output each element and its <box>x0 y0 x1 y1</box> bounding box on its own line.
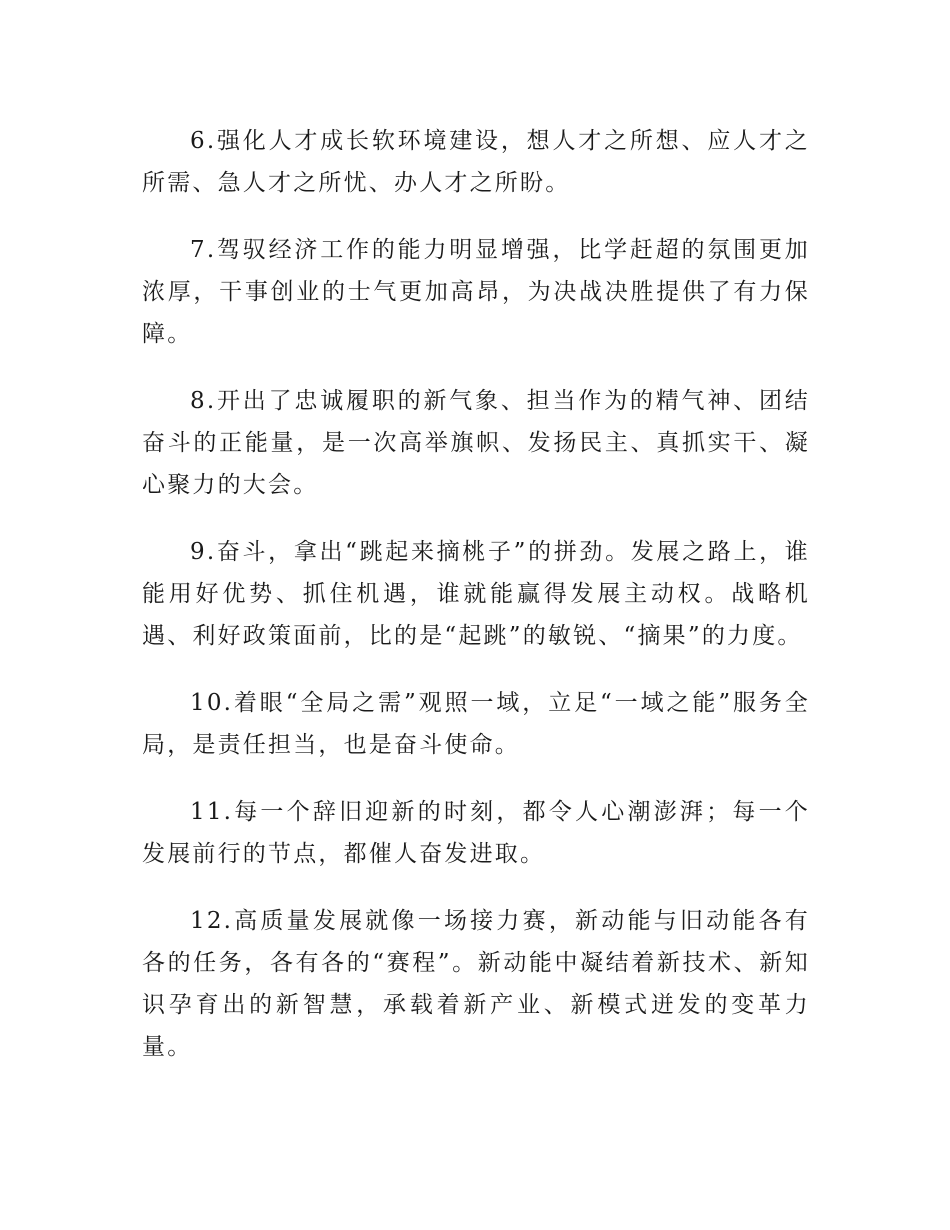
paragraph-11: 11.每一个辞旧迎新的时刻，都令人心潮澎湃；每一个发展前行的节点，都催人奋发进取。 <box>142 799 810 867</box>
paragraph-12: 12.高质量发展就像一场接力赛，新动能与旧动能各有各的任务，各有各的“赛程”。新动能中凝结着新技术、新知识孕育出的新智慧，承载着新产业、新模式迸发的变革力量。 <box>142 908 810 1060</box>
paragraph-8: 8.开出了忠诚履职的新气象、担当作为的精气神、团结奋斗的正能量，是一次高举旗帜、发扬民主、真抓实干、凝心聚力的大会。 <box>142 388 810 498</box>
paragraph-10: 10.着眼“全局之需”观照一域，立足“一域之能”服务全局，是责任担当，也是奋斗使命。 <box>142 690 810 758</box>
paragraph-7: 7.驾驭经济工作的能力明显增强，比学赶超的氛围更加浓厚，干事创业的士气更加高昂，为决战决胜提供了有力保障。 <box>142 237 810 347</box>
paragraph-6: 6.强化人才成长软环境建设，想人才之所想、应人才之所需、急人才之所忧、办人才之所盼。 <box>142 128 810 196</box>
paragraph-9: 9.奋斗，拿出“跳起来摘桃子”的拼劲。发展之路上，谁能用好优势、抓住机遇，谁就能赢得发展主动权。战略机遇、利好政策面前，比的是“起跳”的敏锐、“摘果”的力度。 <box>142 539 810 649</box>
document-body <box>142 120 810 1093</box>
